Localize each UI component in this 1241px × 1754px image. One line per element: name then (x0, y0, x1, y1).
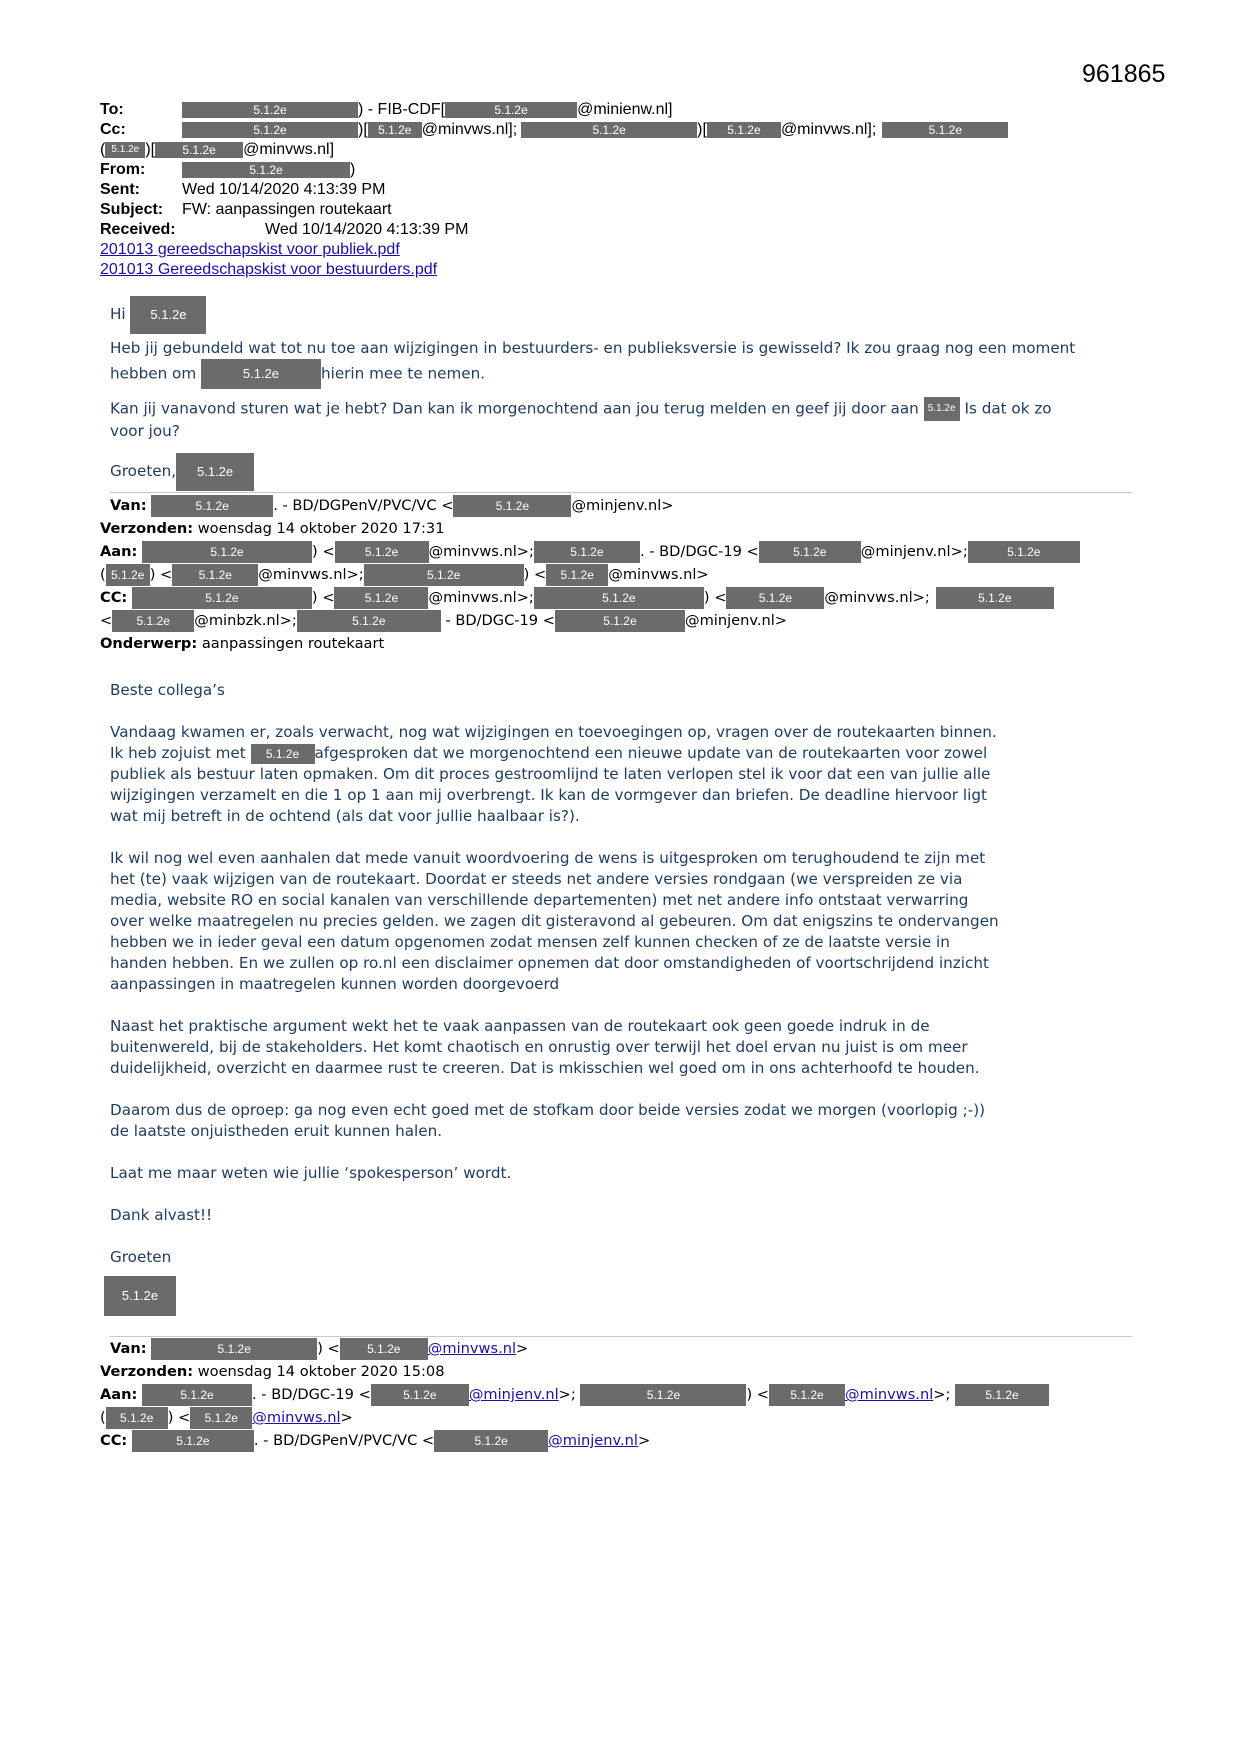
email-link[interactable]: @minvws.nl (427, 1340, 517, 1357)
cc-label: Cc: (100, 121, 126, 138)
signature (104, 1276, 999, 1316)
redaction: 5.1.2e (130, 296, 206, 334)
redaction: 5.1.2e (368, 122, 422, 138)
redaction: 5.1.2e (106, 1407, 168, 1429)
greeting-line: Hi 5.1.2e (110, 294, 1075, 334)
redaction: 5.1.2e (534, 587, 704, 609)
redaction: 5.1.2e (182, 162, 350, 178)
redaction: 5.1.2e (924, 397, 960, 421)
subject-line (100, 200, 1140, 220)
redaction: 5.1.2e (726, 587, 824, 609)
redaction: 5.1.2e (201, 359, 321, 389)
aan-line: Aan: 5.1.2e . - BD/DGC-19 < 5.1.2e @minjenv.nl>; 5.1.2e ) < 5.1.2e @minvws.nl>; 5.1.2e (100, 1383, 1140, 1406)
paragraph: Heb jij gebundeld wat tot nu toe aan wijzigingen in bestuurders- en publieksversie is gewisseld? Ik zou graag nog een moment hebben om 5.1.2e hierin mee te nemen. (110, 338, 1075, 389)
sent-line (100, 180, 1140, 200)
received-value: Wed 10/14/2020 4:13:39 PM (265, 221, 469, 238)
redaction: 5.1.2e (151, 1338, 317, 1360)
verzonden-line: Verzonden: woensdag 14 oktober 2020 17:31 (100, 520, 445, 537)
paragraph: Kan jij vanavond sturen wat je hebt? Dan kan ik morgenochtend aan jou terug melden en geef jij door aan 5.1.2e Is dat ok zo voor jou? (110, 397, 1075, 442)
paragraph-5: Laat me maar weten wie jullie ‘spokesperson’ wordt. (110, 1164, 512, 1182)
cc-line-2: ( 5.1.2e )[ 5.1.2e @minvws.nl] (100, 141, 335, 158)
cc-line: CC: 5.1.2e ) < 5.1.2e @minvws.nl>; 5.1.2e ) < 5.1.2e @minvws.nl>; 5.1.2e (100, 586, 1140, 609)
redaction: 5.1.2e (182, 122, 358, 138)
email-link[interactable]: @minvws.nl (845, 1386, 934, 1403)
message-1 (110, 294, 1075, 490)
paragraph-3: Naast het praktische argument wekt het te vaak aanpassen van de routekaart ook geen goede indruk in de buitenwereld, bij de stakeholders. Het komt chaotisch en onrustig over terwijl het doel ervan nu juist is om meer duidelijkheid, overzicht en daarmee rust te creeren. Dat is mkisschien wel goed om in ons achterhoofd te houden. (110, 1017, 980, 1077)
redaction: 5.1.2e (340, 1338, 428, 1360)
document-number: 961865 (1082, 60, 1166, 88)
redaction: 5.1.2e (106, 564, 150, 586)
redaction: 5.1.2e (453, 495, 571, 517)
attachment-line (100, 260, 1140, 280)
aan-line-2: ( 5.1.2e ) < 5.1.2e @minvws.nl>; 5.1.2e ) < 5.1.2e @minvws.nl> (100, 563, 1140, 586)
redaction: 5.1.2e (371, 1384, 469, 1406)
sent-value: Wed 10/14/2020 4:13:39 PM (182, 181, 386, 198)
from-line: From: 5.1.2e ) (100, 161, 356, 178)
to-label: To: (100, 101, 124, 118)
forward-header-2 (100, 1337, 1140, 1452)
subject-label: Subject: (100, 201, 164, 218)
redaction: 5.1.2e (251, 744, 315, 764)
redaction: 5.1.2e (521, 122, 697, 138)
cc-line-2: < 5.1.2e @minbzk.nl>; 5.1.2e - BD/DGC-19 < 5.1.2e @minjenv.nl> (100, 609, 1140, 632)
redaction: 5.1.2e (190, 1407, 252, 1429)
redaction: 5.1.2e (555, 610, 685, 632)
attachment-link-bestuurders[interactable]: 201013 Gereedschapskist voor bestuurders.pdf (100, 261, 438, 278)
redaction: 5.1.2e (968, 541, 1080, 563)
redaction: 5.1.2e (105, 142, 145, 158)
closing-line: Groeten, 5.1.2e (110, 452, 1075, 490)
from-label: From: (100, 161, 146, 178)
redaction: 5.1.2e (172, 564, 258, 586)
redaction: 5.1.2e (142, 541, 312, 563)
email-link[interactable]: @minjenv.nl (468, 1386, 559, 1403)
redaction: 5.1.2e (445, 102, 577, 118)
redaction: 5.1.2e (151, 495, 273, 517)
redaction: 5.1.2e (434, 1430, 548, 1452)
closing-line: Groeten (110, 1248, 172, 1266)
van-line: Van: 5.1.2e ) < 5.1.2e @minvws.nl> (100, 1337, 1140, 1360)
redaction: 5.1.2e (142, 1384, 252, 1406)
to-line: To: 5.1.2e ) - FIB-CDF[ 5.1.2e @minienw.nl] (100, 101, 673, 118)
redaction: 5.1.2e (769, 1384, 845, 1406)
cc-line: Cc: 5.1.2e )[ 5.1.2e @minvws.nl]; 5.1.2e )[ 5.1.2e @minvws.nl]; 5.1.2e (100, 120, 1140, 140)
redaction: 5.1.2e (882, 122, 1008, 138)
redaction: 5.1.2e (546, 564, 608, 586)
redaction: 5.1.2e (364, 564, 524, 586)
redaction: 5.1.2e (955, 1384, 1049, 1406)
redaction: 5.1.2e (182, 102, 358, 118)
verzonden-line: Verzonden: woensdag 14 oktober 2020 15:08 (100, 1363, 445, 1380)
received-line (100, 220, 1140, 240)
subject-value: FW: aanpassingen routekaart (182, 201, 392, 218)
redaction: 5.1.2e (534, 541, 640, 563)
email-link[interactable]: @minjenv.nl (548, 1432, 638, 1449)
onderwerp-line: Onderwerp: aanpassingen routekaart (100, 635, 385, 652)
salutation: Beste collega’s (110, 681, 225, 699)
forward-header-1 (100, 494, 1140, 655)
email-header (100, 100, 1140, 280)
message-2 (110, 680, 999, 1316)
received-label: Received: (100, 221, 176, 238)
separator (110, 492, 1132, 493)
redaction: 5.1.2e (132, 587, 312, 609)
redaction: 5.1.2e (112, 610, 194, 632)
aan-line-2: ( 5.1.2e ) < 5.1.2e @minvws.nl> (100, 1406, 1140, 1429)
redaction: 5.1.2e (155, 142, 243, 158)
paragraph-1: Vandaag kwamen er, zoals verwacht, nog wat wijzigingen en toevoegingen op, vragen over de routekaarten binnen. Ik heb zojuist met 5.1.2e afgesproken dat we morgenochtend een nieuwe update van de routekaarten voor zowel publiek als bestuur laten opmaken. Om dit proces gestroomlijnd te laten verlopen stel ik voor dat een van jullie alle wijzigingen verzamelt en die 1 op 1 aan mij overbrengt. Ik kan de vormgever dan briefen. De deadline hiervoor ligt wat mij betreft in de ochtend (als dat voor jullie haalbaar is?). (110, 723, 997, 825)
redaction: 5.1.2e (176, 453, 254, 491)
paragraph-4: Daarom dus de oproep: ga nog even echt goed met de stofkam door beide versies zodat we morgen (voorlopig ;-)) de laatste onjuistheden eruit kunnen halen. (110, 1101, 986, 1140)
redaction: 5.1.2e (707, 122, 781, 138)
attachment-line (100, 240, 1140, 260)
attachment-link-publiek[interactable]: 201013 gereedschapskist voor publiek.pdf (100, 241, 400, 258)
redaction: 5.1.2e (334, 587, 428, 609)
redaction: 5.1.2e (335, 541, 429, 563)
redaction: 5.1.2e (580, 1384, 746, 1406)
email-link[interactable]: @minvws.nl (252, 1409, 341, 1426)
van-line: Van: 5.1.2e . - BD/DGPenV/PVC/VC < 5.1.2e @minjenv.nl> (100, 494, 1140, 517)
redaction: 5.1.2e (297, 610, 441, 632)
cc-line: CC: 5.1.2e . - BD/DGPenV/PVC/VC < 5.1.2e @minjenv.nl> (100, 1429, 1140, 1452)
redaction: 5.1.2e (132, 1430, 254, 1452)
redaction: 5.1.2e (936, 587, 1054, 609)
sent-label: Sent: (100, 181, 140, 198)
paragraph-6: Dank alvast!! (110, 1206, 213, 1224)
paragraph-2: Ik wil nog wel even aanhalen dat mede vanuit woordvoering de wens is uitgesproken om terughoudend te zijn met het (te) vaak wijzigen van de routekaart. Doordat er steeds net andere versies rondgaan (we verspreiden ze via media, website RO en social kanalen van verschillende departementen) met net andere info ontstaat verwarring over welke maatregelen nu precies gelden. we zagen dit gisteravond al gebeuren. Om dat enigszins te ondervangen hebben we in ieder geval een datum opgenomen zodat mensen zelf kunnen checken of ze de laatste versie in handen hebben. En we zullen op ro.nl een disclaimer opnemen dat door omstandigheden of voortschrijdend inzicht aanpassingen in maatregelen kunnen worden doorgevoerd (110, 849, 999, 993)
redaction: 5.1.2e (759, 541, 861, 563)
redaction: 5.1.2e (104, 1276, 176, 1316)
aan-line: Aan: 5.1.2e ) < 5.1.2e @minvws.nl>; 5.1.2e . - BD/DGC-19 < 5.1.2e @minjenv.nl>; 5.1.2e (100, 540, 1140, 563)
